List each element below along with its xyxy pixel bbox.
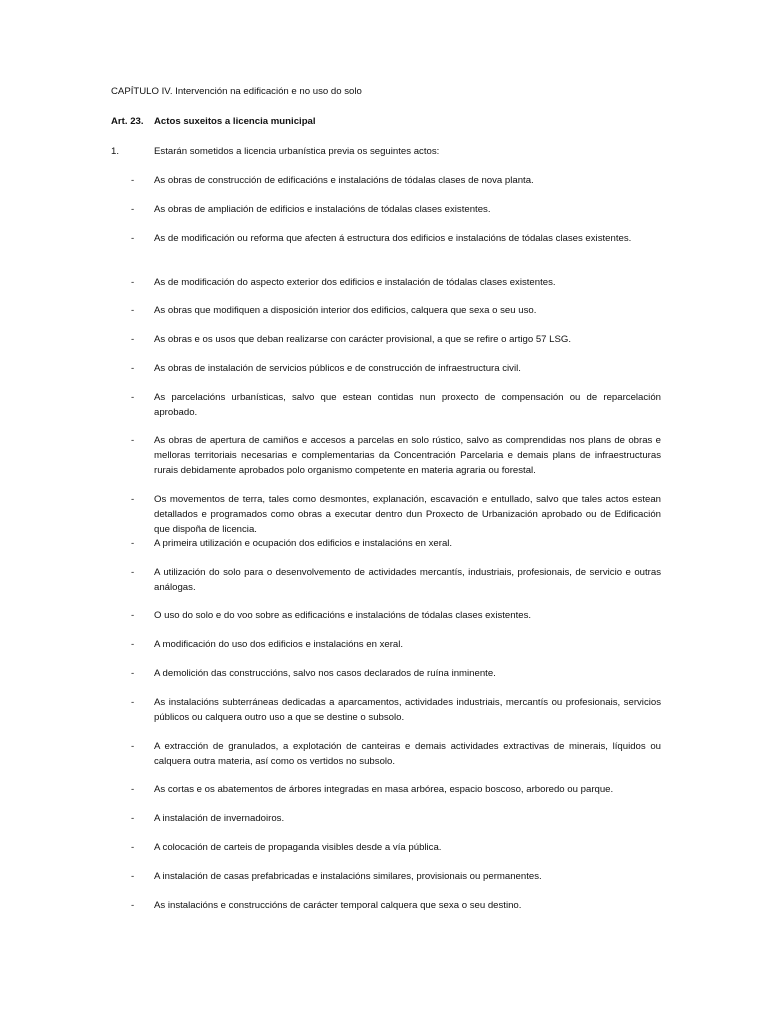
list-marker: - — [131, 900, 135, 911]
article-title: Actos suxeitos a licencia municipal — [154, 116, 316, 127]
list-marker: - — [131, 305, 135, 316]
list-item-text: Os movementos de terra, tales como desmontes, explanación, escavación e entullado, salvo que tales actos estean detallados e programados como obras a executar dentro dun Proxecto de Urbanización aprobado ou de Edificación que dispoña de licencia. — [154, 494, 661, 535]
list-item-text: As cortas e os abatementos de árbores integradas en masa arbórea, espacio boscoso, arboredo ou parque. — [154, 784, 614, 795]
list-marker: - — [131, 494, 135, 505]
list-marker: - — [131, 538, 135, 549]
list-item-text: A demolición das construccións, salvo nos casos declarados de ruína inminente. — [154, 668, 496, 679]
list-marker: - — [131, 277, 135, 288]
list-marker: - — [131, 741, 135, 752]
list-item-text: A instalación de casas prefabricadas e instalacións similares, provisionais ou permanentes. — [154, 871, 542, 882]
chapter-heading: CAPÍTULO IV. Intervención na edificación e no uso do solo — [111, 86, 362, 97]
list-marker: - — [131, 334, 135, 345]
list-marker: - — [131, 204, 135, 215]
list-item-text: As obras de ampliación de edificios e instalacións de tódalas clases existentes. — [154, 204, 491, 215]
list-item-text: As parcelacións urbanísticas, salvo que estean contidas nun proxecto de compensación ou de reparcelación aprobado. — [154, 392, 661, 418]
list-marker: - — [131, 639, 135, 650]
list-item-text: As instalacións subterráneas dedicadas a aparcamentos, actividades industriais, mercantís ou profesionais, servicios públicos ou calquera outro uso a que se destine o subsolo. — [154, 697, 661, 723]
list-item-text: As obras que modifiquen a disposición interior dos edificios, calquera que sexa o seu uso. — [154, 305, 537, 316]
list-marker: - — [131, 784, 135, 795]
list-item-text: A modificación do uso dos edificios e instalacións en xeral. — [154, 639, 404, 650]
paragraph-intro — [111, 144, 439, 159]
list-item-text: As instalacións e construccións de carácter temporal calquera que sexa o seu destino. — [154, 900, 522, 911]
list-item-text: As de modificación do aspecto exterior dos edificios e instalación de tódalas clases existentes. — [154, 277, 556, 288]
paragraph-text: Estarán sometidos a licencia urbanística previa os seguintes actos: — [154, 146, 440, 157]
list-marker: - — [131, 363, 135, 374]
list-item-text: O uso do solo e do voo sobre as edificacións e instalacións de tódalas clases existentes. — [154, 610, 532, 621]
list-marker: - — [131, 175, 135, 186]
list-item-text: A instalación de invernadoiros. — [154, 813, 285, 824]
list-item-text: As obras de instalación de servicios públicos e de construcción de infraestructura civil. — [154, 363, 521, 374]
list-marker: - — [131, 871, 135, 882]
list-item-text: As obras de construcción de edificacións e instalacións de tódalas clases de nova planta. — [154, 175, 534, 186]
list-marker: - — [131, 233, 135, 244]
list-item-text: As obras de apertura de camiños e accesos a parcelas en solo rústico, salvo as comprendidas nos plans de obras e melloras territoriais necesarias e complementarias da Concentración Parcelaria e demais plans de infraestructuras rurais debidamente aprobados polo organismo competente en materia agraria ou forestal. — [154, 435, 661, 476]
list-item-text: A utilización do solo para o desenvolvemento de actividades mercantís, industriais, profesionais, de servicio e outras análogas. — [154, 567, 661, 593]
list-marker: - — [131, 842, 135, 853]
list-item-text: A primeira utilización e ocupación dos edificios e instalacións en xeral. — [154, 538, 453, 549]
list-marker: - — [131, 813, 135, 824]
list-marker: - — [131, 567, 135, 578]
paragraph-number: 1. — [111, 146, 120, 157]
list-marker: - — [131, 697, 135, 708]
list-item-text: A colocación de carteis de propaganda visibles desde a vía pública. — [154, 842, 442, 853]
list-item-text: As obras e os usos que deban realizarse con carácter provisional, a que se refire o artigo 57 LSG. — [154, 334, 572, 345]
list-marker: - — [131, 435, 135, 446]
list-marker: - — [131, 610, 135, 621]
list-marker: - — [131, 392, 135, 403]
article-number: Art. 23. — [111, 116, 144, 127]
list-marker: - — [131, 668, 135, 679]
list-item-text: As de modificación ou reforma que afecten á estructura dos edificios e instalacións de tódalas clases existentes. — [154, 233, 632, 244]
list-item-text: A extracción de granulados, a explotación de canteiras e demais actividades extractivas de minerais, líquidos ou calquera outra materia, así como os vertidos no subsolo. — [154, 741, 661, 767]
article-heading — [111, 114, 316, 129]
